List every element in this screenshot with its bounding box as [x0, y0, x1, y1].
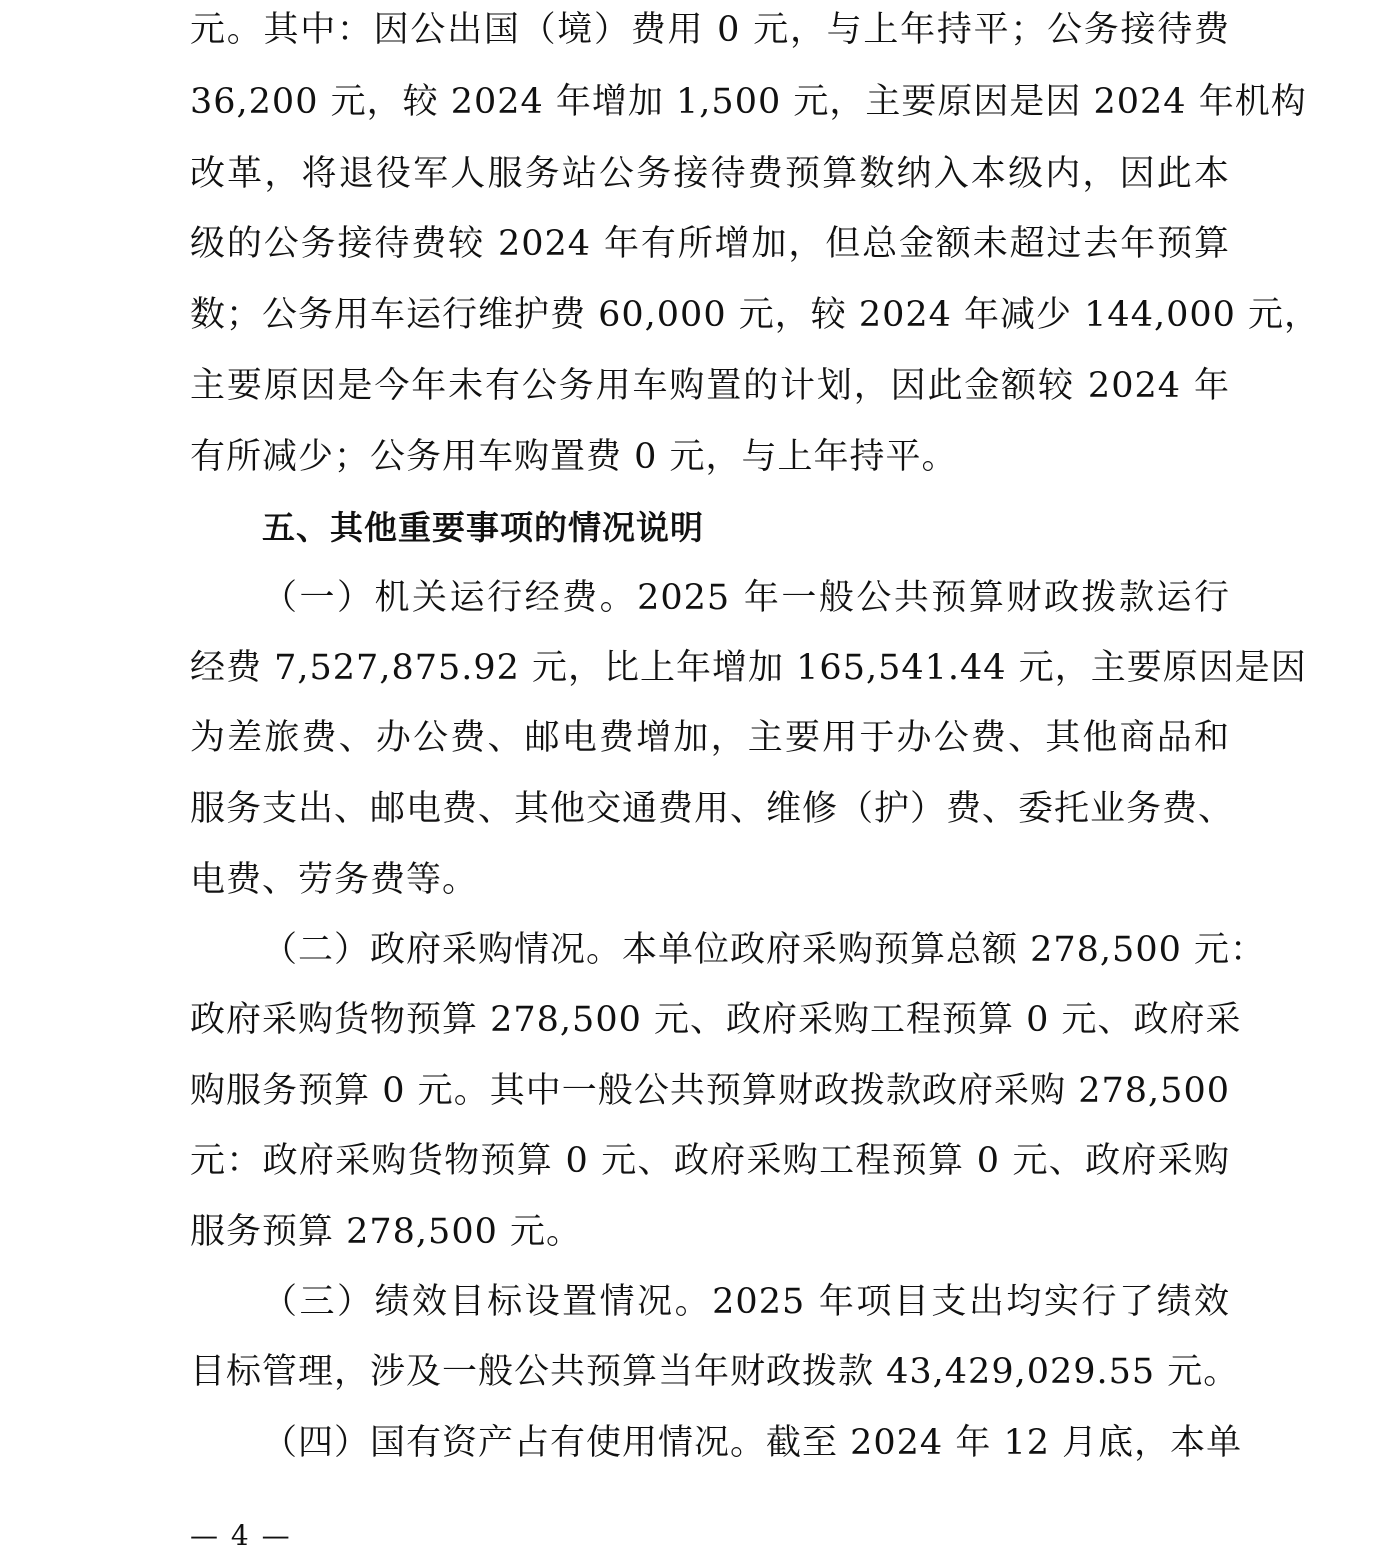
section-heading: 五、其他重要事项的情况说明: [262, 508, 704, 547]
body-text-line: 购服务预算 0 元。其中一般公共预算财政拨款政府采购 278,500: [190, 1071, 1230, 1111]
page-number: — 4 —: [190, 1519, 292, 1552]
body-text-line: 为差旅费、办公费、邮电费增加，主要用于办公费、其他商品和: [190, 718, 1230, 758]
body-text-line: （一）机关运行经费。2025 年一般公共预算财政拨款运行: [262, 578, 1230, 618]
body-text-line: 数；公务用车运行维护费 60,000 元，较 2024 年减少 144,000 元，: [190, 295, 1321, 335]
body-text-line: （二）政府采购情况。本单位政府采购预算总额 278,500 元：: [262, 930, 1266, 970]
body-text-line: 元。其中：因公出国（境）费用 0 元，与上年持平；公务接待费: [190, 10, 1230, 50]
body-text-line: 36,200 元，较 2024 年增加 1,500 元，主要原因是因 2024 年机构: [190, 82, 1307, 122]
body-text-line: 服务预算 278,500 元。: [190, 1212, 582, 1252]
body-text-line: （三）绩效目标设置情况。2025 年项目支出均实行了绩效: [262, 1282, 1230, 1322]
body-text-line: 目标管理，涉及一般公共预算当年财政拨款 43,429,029.55 元。: [190, 1352, 1240, 1392]
body-text-line: 服务支出、邮电费、其他交通费用、维修（护）费、委托业务费、: [190, 789, 1235, 829]
body-text-line: 改革，将退役军人服务站公务接待费预算数纳入本级内，因此本: [190, 154, 1230, 194]
body-text-line: （四）国有资产占有使用情况。截至 2024 年 12 月底，本单: [262, 1423, 1243, 1463]
body-text-line: 经费 7,527,875.92 元，比上年增加 165,541.44 元，主要原因是因: [190, 648, 1307, 688]
body-text-line: 有所减少；公务用车购置费 0 元，与上年持平。: [190, 437, 958, 477]
body-text-line: 元：政府采购货物预算 0 元、政府采购工程预算 0 元、政府采购: [190, 1141, 1230, 1181]
body-text-line: 电费、劳务费等。: [190, 860, 479, 900]
body-text-line: 政府采购货物预算 278,500 元、政府采购工程预算 0 元、政府采: [190, 1000, 1242, 1040]
body-text-line: 级的公务接待费较 2024 年有所增加，但总金额未超过去年预算: [190, 224, 1230, 264]
body-text-line: 主要原因是今年未有公务用车购置的计划，因此金额较 2024 年: [190, 366, 1230, 406]
